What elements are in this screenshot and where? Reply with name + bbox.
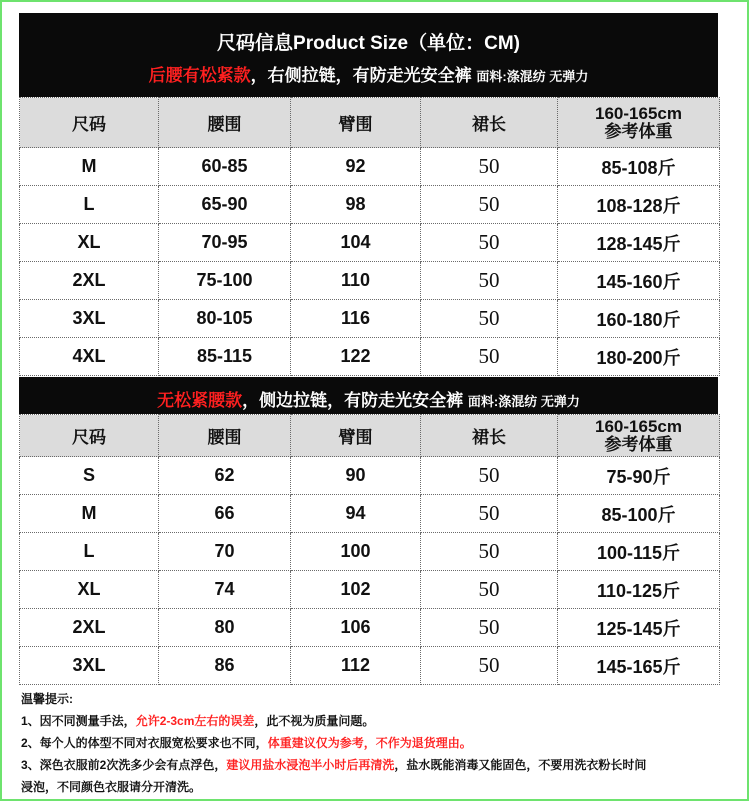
tip-1-text-c: ，此不视为质量问题。	[254, 714, 375, 728]
header-size: 尺码	[20, 415, 159, 457]
header-weight-label: 参考体重	[604, 434, 673, 454]
header-reference-weight	[558, 98, 720, 148]
tip-3-continued: 浸泡，不同颜色衣服请分开清洗。	[21, 780, 202, 794]
cell-arm: 100	[291, 533, 421, 571]
cell-weight: 85-108斤	[558, 148, 720, 186]
cell-size: 2XL	[20, 609, 159, 647]
cell-skirt: 50	[421, 186, 558, 224]
tip-1-text-a: 1、因不同测量手法，	[21, 714, 136, 728]
table-row	[20, 338, 720, 376]
table-row	[20, 457, 720, 495]
section2-fabric: 面料:涤混纺 无弹力	[467, 394, 580, 409]
section1-desc: ，右侧拉链，有防走光安全裤	[250, 66, 472, 85]
cell-skirt: 50	[421, 533, 558, 571]
header-height: 160-165cm	[595, 416, 682, 436]
header-arm: 臂围	[291, 415, 421, 457]
cell-weight: 180-200斤	[558, 338, 720, 376]
cell-weight: 128-145斤	[558, 224, 720, 262]
header-height: 160-165cm	[595, 103, 682, 123]
cell-weight: 75-90斤	[558, 457, 720, 495]
header-arm: 臂围	[291, 98, 421, 148]
cell-arm: 90	[291, 457, 421, 495]
size-table-2	[19, 414, 720, 685]
cell-waist: 80-105	[159, 300, 291, 338]
cell-waist: 75-100	[159, 262, 291, 300]
tip-3	[21, 754, 726, 776]
cell-skirt: 50	[421, 148, 558, 186]
section2-banner	[19, 377, 718, 414]
header-reference-weight	[558, 415, 720, 457]
cell-weight: 145-165斤	[558, 647, 720, 685]
header-skirt: 裙长	[421, 415, 558, 457]
cell-skirt: 50	[421, 300, 558, 338]
section1-highlight: 后腰有松紧款	[148, 66, 251, 85]
table-row	[20, 186, 720, 224]
cell-arm: 92	[291, 148, 421, 186]
cell-arm: 110	[291, 262, 421, 300]
cell-waist: 74	[159, 571, 291, 609]
cell-arm: 104	[291, 224, 421, 262]
cell-arm: 98	[291, 186, 421, 224]
cell-skirt: 50	[421, 338, 558, 376]
table-row	[20, 533, 720, 571]
cell-waist: 85-115	[159, 338, 291, 376]
cell-size: L	[20, 186, 159, 224]
tip-3-highlight: 建议用盐水浸泡半小时后再清洗	[226, 758, 395, 772]
tip-2-highlight: 体重建议仅为参考，不作为退货理由。	[267, 736, 472, 750]
table-header-row	[20, 415, 720, 457]
cell-weight: 85-100斤	[558, 495, 720, 533]
table-row	[20, 495, 720, 533]
cell-waist: 65-90	[159, 186, 291, 224]
cell-size: M	[20, 148, 159, 186]
section1-fabric: 面料:涤混纺 无弹力	[476, 69, 589, 84]
section1-subtitle	[19, 61, 718, 86]
tip-2-text-a: 2、每个人的体型不同对衣服宽松要求也不同，	[21, 736, 268, 750]
cell-arm: 106	[291, 609, 421, 647]
section2-highlight: 无松紧腰款	[157, 391, 243, 410]
title-banner	[19, 13, 718, 97]
cell-arm: 112	[291, 647, 421, 685]
header-waist: 腰围	[159, 98, 291, 148]
header-size: 尺码	[20, 98, 159, 148]
cell-weight: 110-125斤	[558, 571, 720, 609]
cell-arm: 122	[291, 338, 421, 376]
cell-waist: 80	[159, 609, 291, 647]
cell-waist: 66	[159, 495, 291, 533]
section2-desc: ，侧边拉链，有防走光安全裤	[242, 391, 464, 410]
table-row	[20, 571, 720, 609]
tip-2	[21, 732, 726, 754]
page-title: 尺码信息Product Size（单位：CM)	[217, 33, 520, 54]
cell-size: M	[20, 495, 159, 533]
cell-waist: 70	[159, 533, 291, 571]
cell-weight: 145-160斤	[558, 262, 720, 300]
table-row	[20, 300, 720, 338]
tips-heading: 温馨提示:	[21, 692, 73, 706]
cell-waist: 86	[159, 647, 291, 685]
table-header-row	[20, 98, 720, 148]
cell-size: 4XL	[20, 338, 159, 376]
cell-weight: 100-115斤	[558, 533, 720, 571]
table-row	[20, 224, 720, 262]
cell-arm: 116	[291, 300, 421, 338]
section2-subtitle	[19, 386, 718, 411]
tips-section	[21, 688, 726, 798]
table-row	[20, 647, 720, 685]
header-waist: 腰围	[159, 415, 291, 457]
cell-weight: 108-128斤	[558, 186, 720, 224]
cell-size: 2XL	[20, 262, 159, 300]
cell-size: 3XL	[20, 300, 159, 338]
cell-weight: 125-145斤	[558, 609, 720, 647]
table-row	[20, 148, 720, 186]
header-skirt: 裙长	[421, 98, 558, 148]
size-table-1	[19, 97, 720, 376]
cell-waist: 62	[159, 457, 291, 495]
cell-skirt: 50	[421, 571, 558, 609]
cell-skirt: 50	[421, 224, 558, 262]
tip-3-text-c: ，盐水既能消毒又能固色，不要用洗衣粉长时间	[394, 758, 647, 772]
cell-skirt: 50	[421, 262, 558, 300]
cell-waist: 60-85	[159, 148, 291, 186]
cell-skirt: 50	[421, 647, 558, 685]
cell-arm: 102	[291, 571, 421, 609]
table-row	[20, 262, 720, 300]
tip-1-highlight: 允许2-3cm左右的误差	[135, 714, 255, 728]
cell-skirt: 50	[421, 457, 558, 495]
table-row	[20, 609, 720, 647]
cell-skirt: 50	[421, 609, 558, 647]
cell-waist: 70-95	[159, 224, 291, 262]
tip-1	[21, 710, 726, 732]
cell-skirt: 50	[421, 495, 558, 533]
cell-size: S	[20, 457, 159, 495]
cell-size: XL	[20, 224, 159, 262]
cell-arm: 94	[291, 495, 421, 533]
tip-3-text-a: 3、深色衣服前2次洗多少会有点浮色，	[21, 758, 227, 772]
cell-size: L	[20, 533, 159, 571]
cell-weight: 160-180斤	[558, 300, 720, 338]
cell-size: XL	[20, 571, 159, 609]
header-weight-label: 参考体重	[604, 121, 673, 141]
cell-size: 3XL	[20, 647, 159, 685]
